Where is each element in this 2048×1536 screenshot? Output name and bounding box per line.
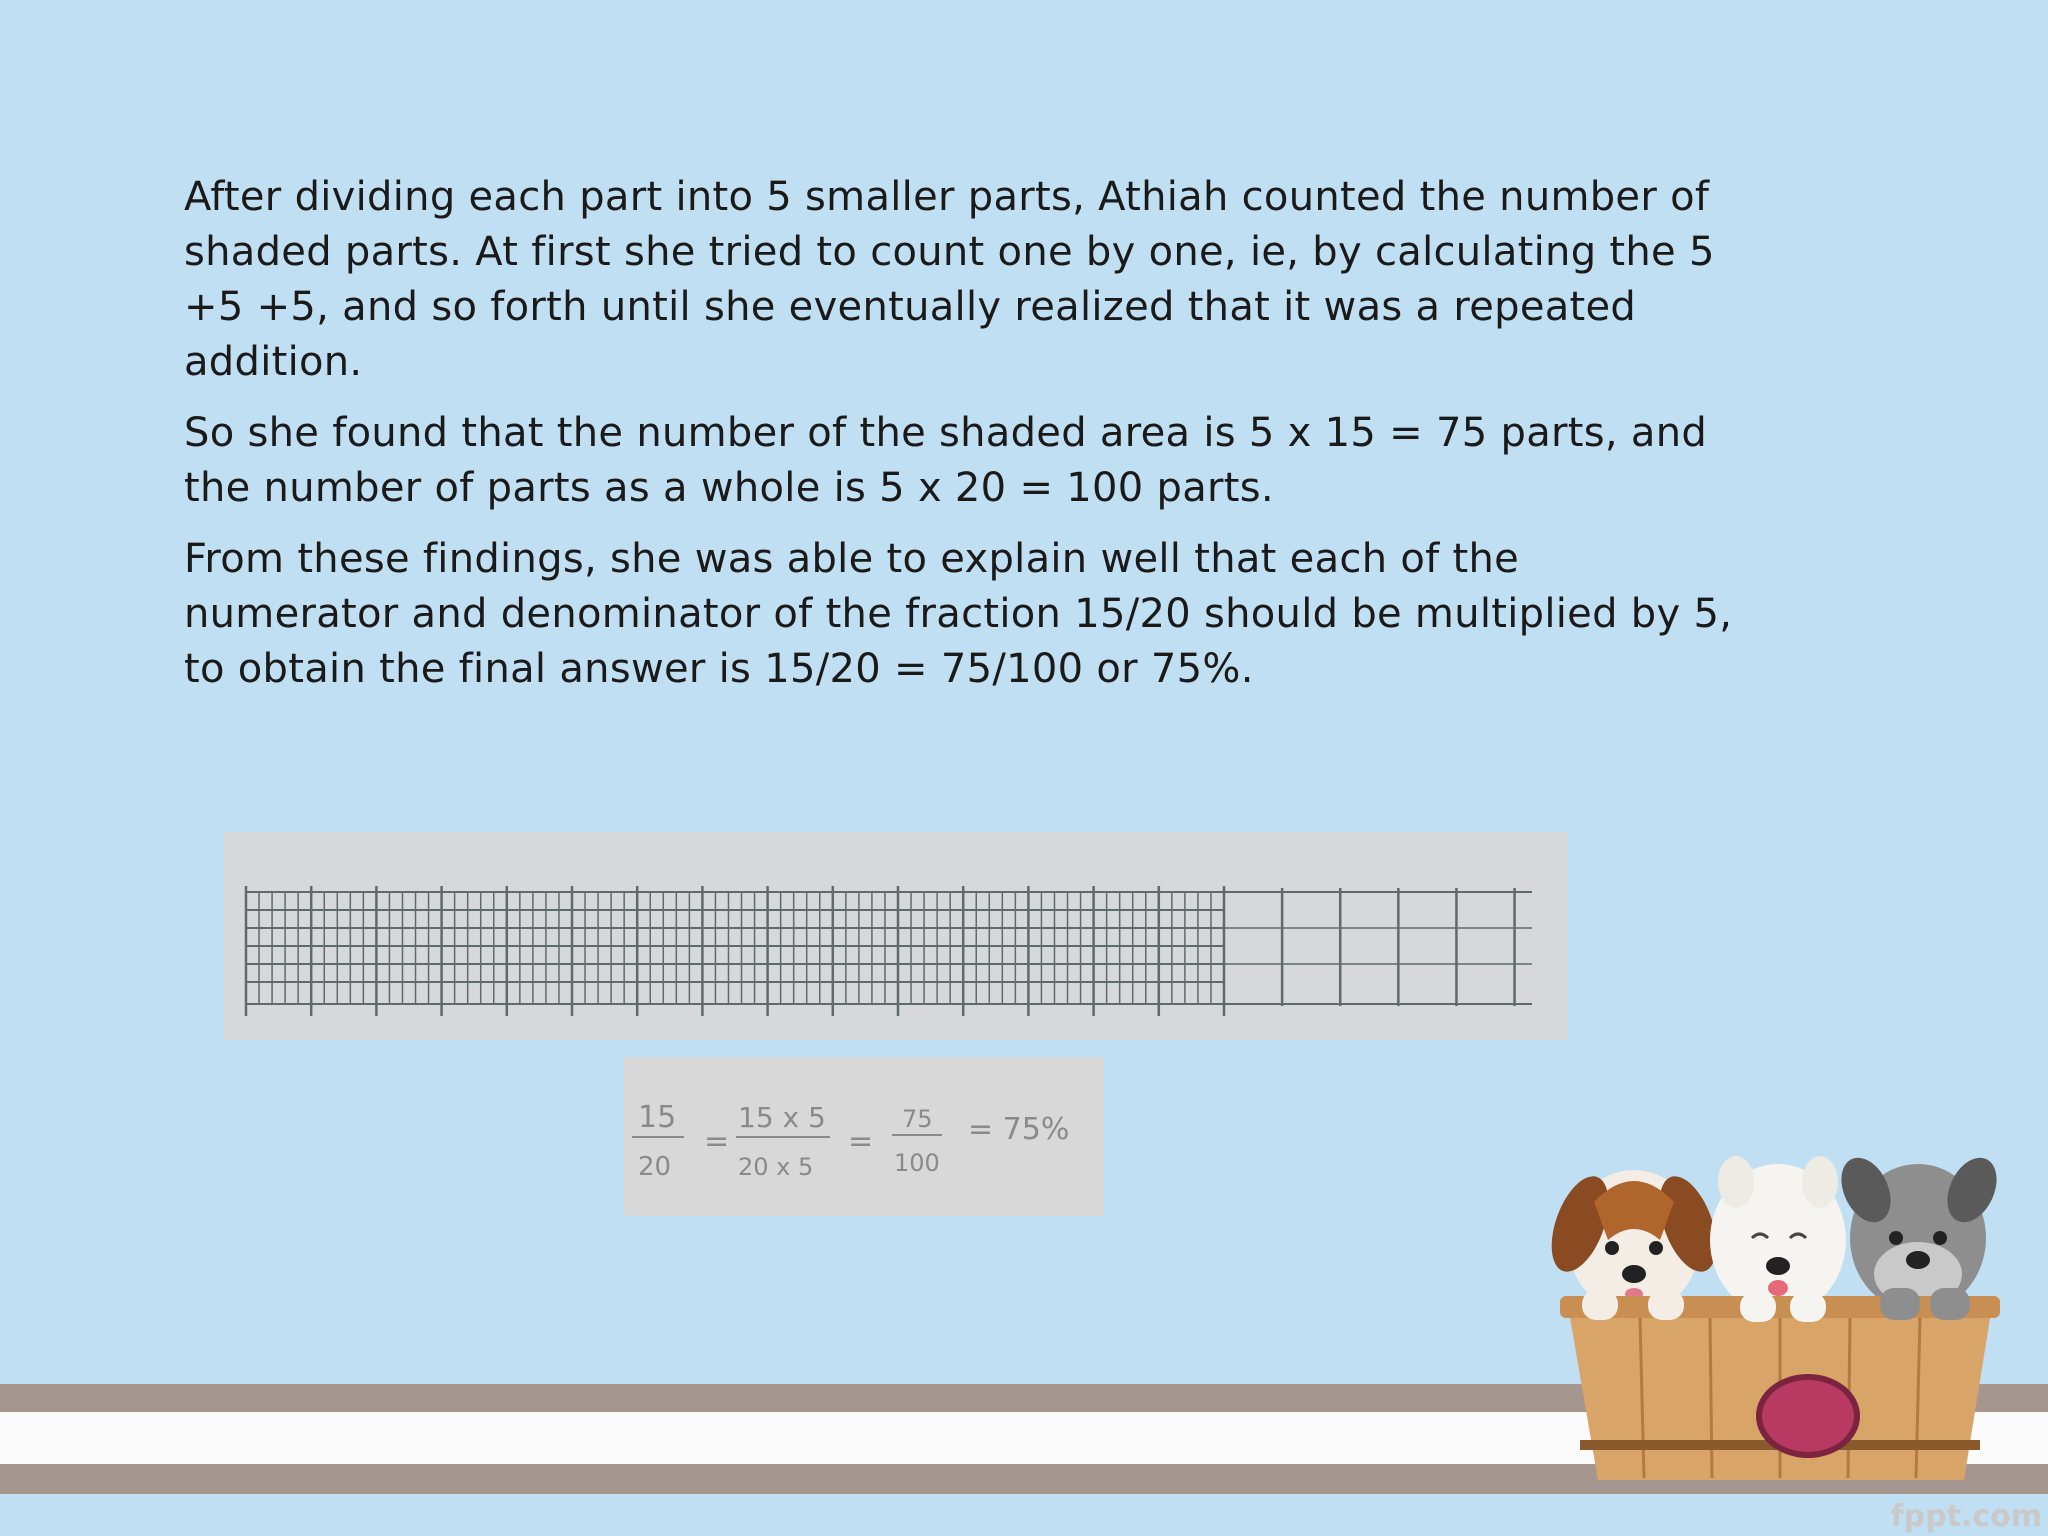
- formula-result: = 75%: [968, 1112, 1070, 1147]
- white-puppy-icon: [1710, 1156, 1846, 1316]
- wooden-tub-icon: [1560, 1288, 2000, 1480]
- grey-puppy-icon: [1832, 1150, 2007, 1312]
- puppies-in-tub-illustration: [1540, 1120, 2020, 1500]
- paragraph-2: So she found that the number of the shaded area is 5 x 15 = 75 parts, and the number of parts as a whole is 5 x 20 = 100 parts.: [184, 410, 1708, 511]
- formula-frac2-den: 20 x 5: [738, 1153, 814, 1181]
- grid-drawing-photo: [224, 832, 1568, 1040]
- paragraph-3: From these findings, she was able to explain well that each of the numerator and denominator of the fraction 15/20 should be multiplied by 5, to obtain the final answer is 15/20 = 75/100 or 75%.: [184, 536, 1733, 692]
- formula-frac3-num: 75: [902, 1105, 933, 1133]
- formula-frac1-num: 15: [638, 1100, 677, 1135]
- handwritten-formula-photo: [624, 1057, 1104, 1216]
- tub-badge: [1762, 1380, 1854, 1452]
- formula-frac3-den: 100: [894, 1149, 940, 1177]
- slide-body-text: [184, 170, 1744, 713]
- formula-frac1-den: 20: [638, 1152, 672, 1182]
- formula-eq-1: =: [704, 1124, 730, 1159]
- watermark: fppt.com: [1890, 1499, 2042, 1534]
- formula-eq-2: =: [848, 1124, 874, 1159]
- brown-puppy-icon: [1540, 1169, 1727, 1314]
- formula-frac2-num: 15 x 5: [738, 1101, 826, 1134]
- paragraph-1: After dividing each part into 5 smaller parts, Athiah counted the number of shaded parts. At first she tried to count one by one, ie, by calculating the 5 +5 +5, and so forth until she eventually realized that it was a repeated addition.: [184, 174, 1715, 385]
